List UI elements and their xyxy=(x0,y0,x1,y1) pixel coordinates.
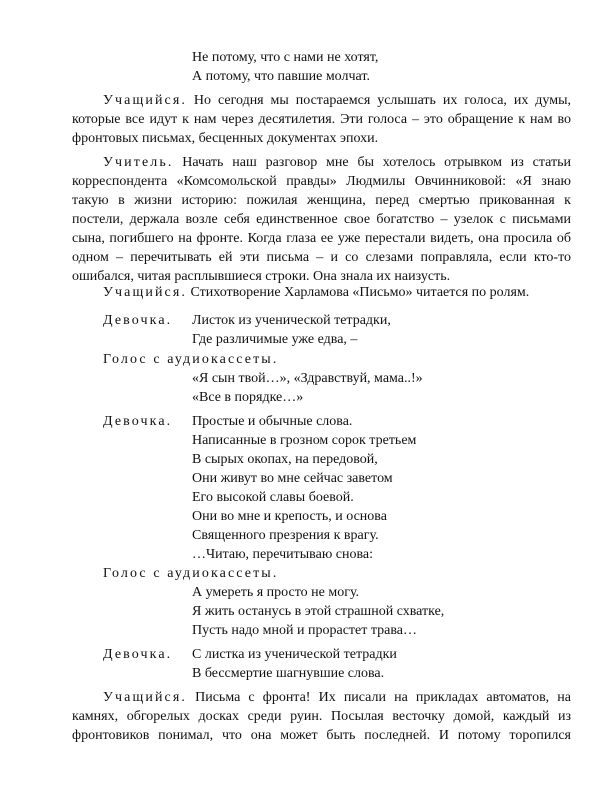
speaker-label: Девочка. xyxy=(103,313,173,328)
verse-line: «Я сын твой…», «Здравствуй, мама..!» xyxy=(192,371,423,386)
paragraph-line: которые все идут к нам через десятилетия. Эти голоса – это обращение к нам во xyxy=(72,112,571,127)
paragraph-line: сына, погибшего на фронте. Когда глаза ее уже перестали видеть, она просила об xyxy=(72,231,571,246)
paragraph-line: ошибался, читая расплывшиеся строки. Она знала их наизусть. xyxy=(72,269,451,284)
verse-line: Написанные в грозном сорок третьем xyxy=(192,433,417,448)
paragraph-line: фронтовиков понимал, что она может быть последней. И потому торопился xyxy=(72,728,571,743)
verse-line: В бессмертие шагнувшие слова. xyxy=(192,666,385,681)
paragraph-line: корреспондента «Комсомольской правды» Людмилы Овчинниковой: «Я знаю xyxy=(72,174,571,189)
paragraph-line: Учащийся. Стихотворение Харламова «Письмо» читается по ролям. xyxy=(103,285,530,300)
verse-line: Священного презрения к врагу. xyxy=(192,528,379,543)
verse-line: «Все в порядке…» xyxy=(192,390,304,405)
verse-line: Его высокой славы боевой. xyxy=(192,490,354,505)
paragraph-line: фронтовых письмах, бесценных документах эпохи. xyxy=(72,131,379,146)
verse-line: В сырых окопах, на передовой, xyxy=(192,452,378,467)
paragraph-line: Учащийся. Письма с фронта! Их писали на прикладах автоматов, на xyxy=(103,690,571,705)
verse-line: …Читаю, перечитываю снова: xyxy=(192,547,374,562)
verse-line: Пусть надо мной и прорастет трава… xyxy=(192,623,418,638)
paragraph-line: одном – перечитывать ей эти письма – и со слезами поправляла, если кто-то xyxy=(72,250,571,265)
speaker-label: Девочка. xyxy=(103,647,173,662)
speaker-label: Голос с аудиокассеты. xyxy=(103,352,279,367)
speaker-label: Девочка. xyxy=(103,414,173,429)
verse-line: Листок из ученической тетрадки, xyxy=(192,313,391,328)
speaker-label: Учащийся. xyxy=(103,690,187,705)
paragraph-line: постели, держала возле себя единственное свое богатство – узелок с письмами xyxy=(72,212,571,227)
poem-line: А потому, что павшие молчат. xyxy=(192,69,370,84)
verse-line: Они во мне и крепость, и основа xyxy=(192,509,387,524)
paragraph-line: Учитель. Начать наш разговор мне бы хотелось отрывком из статьи xyxy=(103,155,571,170)
speaker-label: Учащийся. xyxy=(103,93,187,108)
speaker-label: Голос с аудиокассеты. xyxy=(103,566,279,581)
verse-line: С листка из ученической тетрадки xyxy=(192,647,397,662)
verse-line: Простые и обычные слова. xyxy=(192,414,353,429)
verse-line: Они живут во мне сейчас заветом xyxy=(192,471,393,486)
paragraph-line: такую в жизни историю: пожилая женщина, перед смертью прикованная к xyxy=(72,193,571,208)
verse-line: Где различимые уже едва, – xyxy=(192,332,358,347)
paragraph-line: Учащийся. Но сегодня мы постараемся услышать их голоса, их думы, xyxy=(103,93,571,108)
verse-line: А умереть я просто не могу. xyxy=(192,585,360,600)
paragraph-line: камнях, обгорелых досках среди руин. Посылая весточку домой, каждый из xyxy=(72,709,571,724)
speaker-label: Учитель. xyxy=(103,155,174,170)
verse-line: Я жить останусь в этой страшной схватке, xyxy=(192,604,445,619)
speaker-label: Учащийся. xyxy=(103,285,187,300)
poem-line: Не потому, что с нами не хотят, xyxy=(192,50,379,65)
